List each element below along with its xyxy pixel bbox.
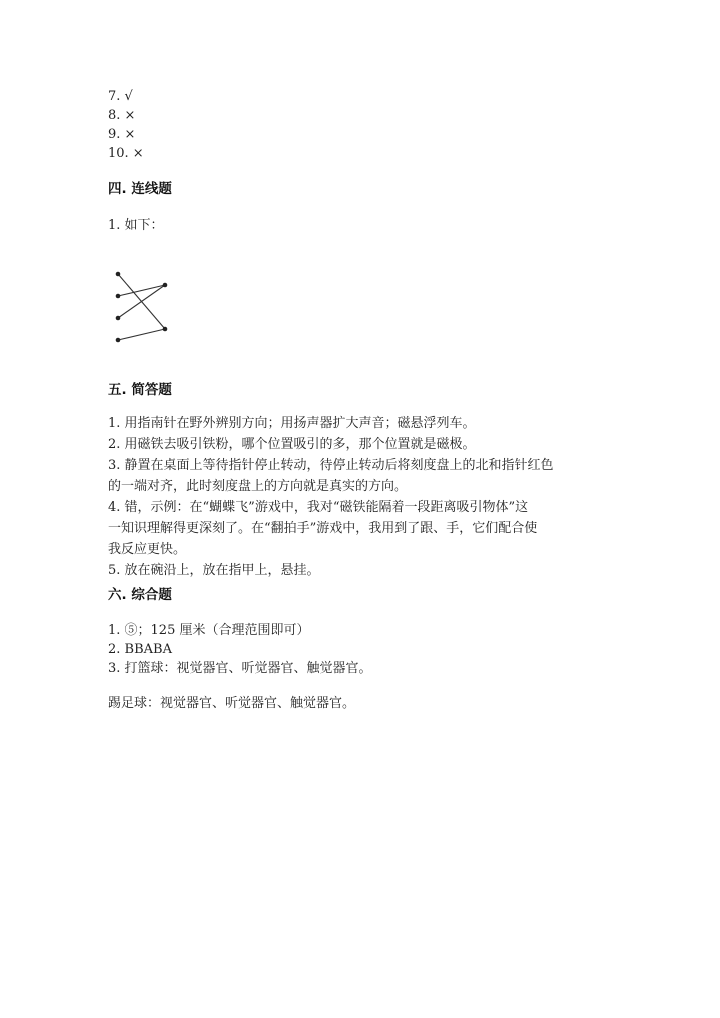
answer-item-9: 9. ×	[108, 127, 136, 142]
answer-item-10: 10. ×	[108, 146, 144, 161]
matching-answer-1: 1. 如下：	[108, 218, 164, 233]
comprehensive-answer-line: 2. BBABA	[108, 642, 172, 657]
comprehensive-answer-extra: 踢足球：视觉器官、听觉器官、触觉器官。	[108, 696, 356, 711]
left-dot	[116, 272, 121, 277]
short-answer-line: 一知识理解得更深刻了。在“翻拍手”游戏中，我用到了跟、手，它们配合使	[108, 521, 538, 536]
short-answer-line: 2. 用磁铁去吸引铁粉，哪个位置吸引的多，那个位置就是磁极。	[108, 437, 476, 452]
section-heading-comprehensive: 六. 综合题	[108, 587, 172, 603]
left-dot	[116, 338, 121, 343]
matching-lines-diagram	[108, 262, 172, 346]
section-heading-matching: 四. 连线题	[108, 181, 172, 197]
comprehensive-answer-line: 1. ⑤；125 厘米（合理范围即可）	[108, 623, 310, 638]
short-answer-line: 3. 静置在桌面上等待指针停止转动，待停止转动后将刻度盘上的北和指针红色	[108, 458, 554, 473]
connector-line	[118, 329, 165, 340]
short-answer-line: 的一端对齐，此时刻度盘上的方向就是真实的方向。	[108, 479, 408, 494]
short-answer-line: 4. 错，示例：在“蝴蝶飞”游戏中，我对“磁铁能隔着一段距离吸引物体”这	[108, 500, 529, 515]
short-answer-line: 1. 用指南针在野外辨别方向；用扬声器扩大声音；磁悬浮列车。	[108, 416, 476, 431]
right-dot	[163, 283, 168, 288]
left-dot	[116, 294, 121, 299]
section-heading-short-answer: 五. 简答题	[108, 382, 172, 398]
answer-item-7: 7. √	[108, 89, 133, 104]
short-answer-line: 5. 放在碗沿上，放在指甲上，悬挂。	[108, 563, 320, 578]
right-dot	[163, 327, 168, 332]
short-answer-line: 我反应更快。	[108, 542, 187, 557]
comprehensive-answer-line: 3. 打篮球：视觉器官、听觉器官、触觉器官。	[108, 661, 372, 676]
left-dot	[116, 316, 121, 321]
answer-item-8: 8. ×	[108, 108, 136, 123]
